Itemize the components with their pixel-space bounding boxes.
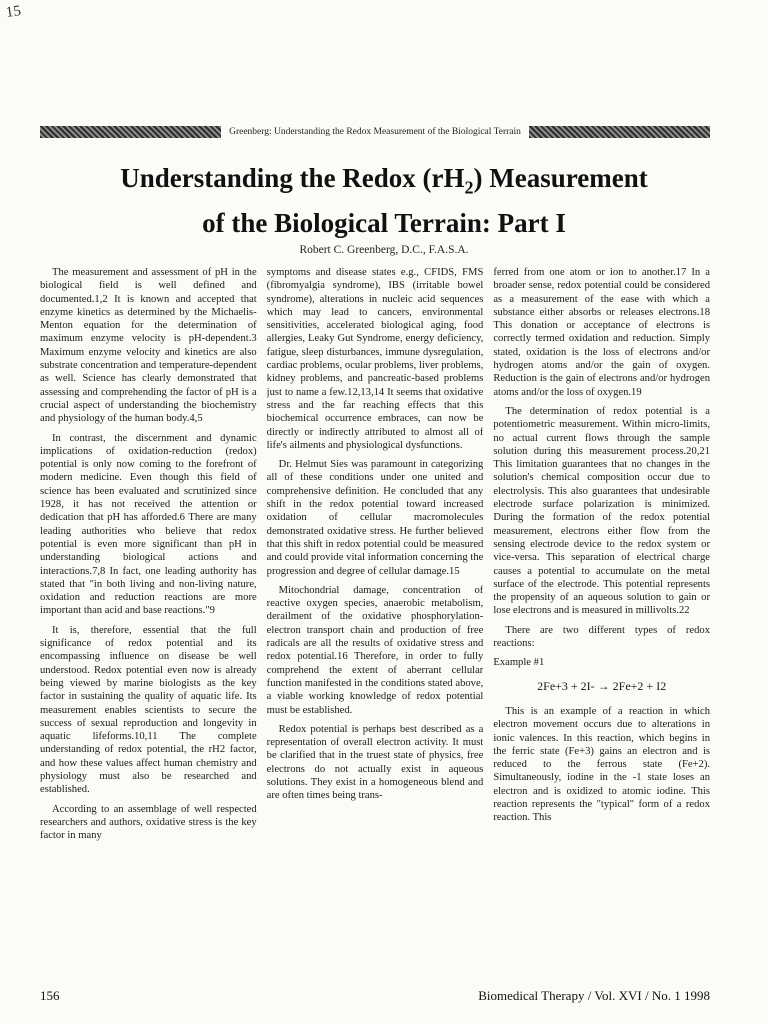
page-footer [40,988,710,1004]
title-line-1: Understanding the Redox $(rH_2)$ Measurement [120,163,648,198]
author-byline: Robert C. Greenberg, D.C., F.A.S.A. [299,244,469,256]
header-decorative-bar-left [40,126,221,138]
paragraph: The measurement and assessment of pH in the biological field is well defined and documented.1,2 It is known and accepted that enzyme kinetics as determined by the Michaelis-Menton equation for the determination of maximum enzyme velocity is pH-dependent.3 Maximum enzyme velocity and kinetics are also substrate concentration and temperature-dependent as well. Science has clearly demonstrated that assessing and comprehending the factor of pH is a crucial aspect of understanding the biochemistry and physiology of the human body.4,5 [40,267,257,425]
column-2 [267,266,484,956]
paragraph: Mitochondrial damage, concentration of reactive oxygen species, anaerobic metabolism, derailment of the oxidative phosphorylation-electron transport chain and production of free radicals are all the results of oxidative stress and redox potential.16 Therefore, in order to fully comprehend the extent of aberrant cellular function manifested in the conditions stated above, a viable working knowledge of redox potential must be established. [266,584,484,716]
paragraph: It is, therefore, essential that the full significance of redox potential and its encompassing influence on disease be well understood. Redox potential even now is already being viewed by marine biologists as the key factor in sustaining the quality of aquatic life. Its measurement enables scientists to secure the success of sexual reproduction and longevity in aquatic lifeforms.10,11 The complete understanding of redox potential, the rH2 factor, and how these values affect human chemistry and physiology must also be researched and established. [40,624,257,796]
article-title [0,160,768,241]
paragraph: symptoms and disease states e.g., CFIDS, FMS (fibromyalgia syndrome), IBS (irritable bowel syndrome), alterations in nucleic acid sequences which may lead to cancers, environmental sensitivities, accelerated biological aging, food allergies, Leaky Gut Syndrome, energy deficiency, fatigue, sleep disturbances, immune dysregulation, cardiac problems, ocular problems, liver problems, kidney problems, and pancreatic-based problems just to name a few.12,13,14 It seems that oxidative stress and the far reaching effects that this biochemical occurrence embraces, can now be directly or indirectly attributed to almost all of life's ailments and physiological dysfunctions. [266,267,484,451]
article-body [40,266,710,956]
page-number: 156 [40,988,60,1003]
paragraph: Dr. Helmut Sies was paramount in categorizing all of these conditions under one united and comprehensive definition. He concluded that any shift in the redox potential toward increased oxidation of cellular macromolecules demonstrated oxidative stress. He further believed that this shift in redox potential could be measured and could provide vital information concerning the progression and degree of cellular damage.15 [266,459,484,577]
paragraph: Redox potential is perhaps best described as a representation of overall electron activity. It must be clarified that in the truest state of physics, free electrons do not actually exist in aqueous solutions. They exist in a homogeneous blend and are often times being trans- [266,723,484,802]
column-1 [40,266,257,956]
paragraph: This is an example of a reaction in which electron movement occurs due to alterations in ionic valences. In this reaction, which begins in the ferric state (Fe+3) gains an electron and is reduced to the ferrous state (Fe+2). Simultaneously, iodine in the -1 state loses an electron and is oxidized to atomic iodine. This reaction represents the "typical" form of a redox reaction. This [493,705,710,824]
column-3 [493,266,710,956]
paragraph: There are two different types of redox reactions: [493,624,710,650]
title-line-2: of the Biological Terrain: Part I [202,208,566,239]
chemical-equation: 2Fe+3 + 2I- → 2Fe+2 + I2 [537,678,667,693]
running-header-text: Greenberg: Understanding the Redox Measurement of the Biological Terrain [229,127,521,137]
journal-citation: Biomedical Therapy / Vol. XVI / No. 1 1998 [478,988,710,1003]
paragraph: ferred from one atom or ion to another.17 In a broader sense, redox potential could be considered as a measurement of the ease with which a substance either absorbs or releases electrons.18 This donation or acceptance of electrons is correctly termed oxidation and reduction. Simply stated, oxidation is the loss of electrons and/or hydrogen atoms and/or the gain of oxygen. Reduction is the gain of electrons and/or hydrogen atoms and/or the loss of oxygen.19 [493,267,710,398]
header-decorative-bar-right [529,126,710,138]
paragraph: According to an assemblage of well respected researchers and authors, oxidative stress is the key factor in many [40,803,257,842]
example-label: Example #1 [493,657,545,669]
handwritten-page-mark: 15 [4,3,22,21]
running-header [40,125,710,139]
paragraph: In contrast, the discernment and dynamic implications of oxidation-reduction (redox) potential is only now coming to the forefront of modern medicine. Even though this field of science has been evaluated and scrutinized since 1928, it has not received the attention or dedication that pH has afforded.6 There are many leading authorities who believe that redox potential is even more significant than pH in understanding biological actions and interactions.7,8 In fact, one leading authority has stated that "in both living and non-living nature, oxidation and reduction reactions are more important than acid and base reactions."9 [40,432,257,617]
paragraph: The determination of redox potential is a potentiometric measurement. Within micro-limits, no actual current flows through the sample solution during this measurement process.20,21 This limitation guarantees that no changes in the solution's chemical composition occur due to electrolysis. This also guarantees that undesirable electrode surface polarization is minimized. During the formation of the redox potential measurement, electrons either flow from the sensing electrode device to the redox system or vice-versa. This separation of electrical charge causes a potential to accumulate on the metal surface of the electrode. This potential represents the propensity of an aqueous solution to gain or lose electrons and is measured in millivolts.22 [493,405,710,617]
